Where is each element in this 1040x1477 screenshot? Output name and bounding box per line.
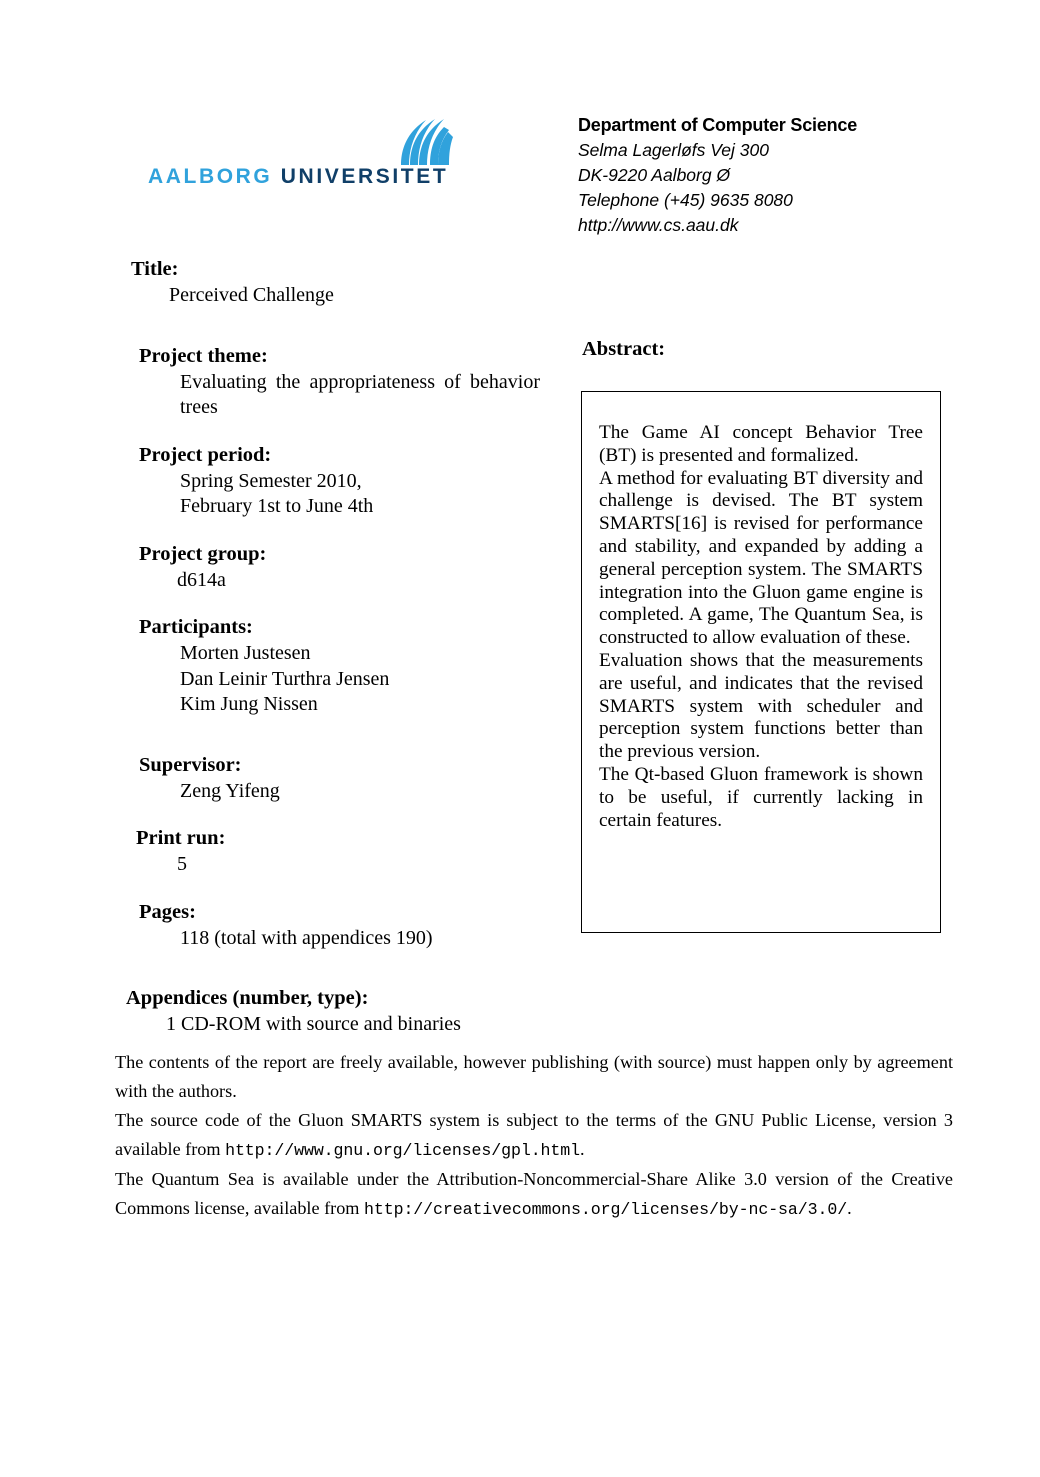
field-project-theme — [0, 342, 545, 421]
aau-wave-mark-icon — [388, 118, 454, 166]
abstract-paragraph: Evaluation shows that the measurements are useful, and indicates that the revised SMARTS system with scheduler and perception system functions better than the previous version. — [599, 649, 923, 763]
field-appendices-label: Appendices (number, type): — [126, 987, 369, 1009]
field-project-group-value: d614a — [177, 568, 226, 591]
footer-cc-suffix: . — [847, 1198, 852, 1218]
footer-paragraph-availability: The contents of the report are freely available, however publishing (with source) must happen only by agreement with the authors. — [115, 1052, 953, 1101]
cc-license-url[interactable]: http://creativecommons.org/licenses/by-nc-sa/3.0/ — [364, 1200, 848, 1219]
license-footer — [115, 1048, 953, 1224]
field-supervisor — [0, 751, 545, 805]
field-project-theme-value: Evaluating the appropriateness of behavior trees — [180, 370, 540, 418]
footer-paragraph-gpl — [115, 1106, 953, 1165]
field-supervisor-value: Zeng Yifeng — [180, 779, 280, 802]
field-participants — [0, 613, 545, 718]
abstract-paragraph: The Game AI concept Behavior Tree (BT) is presented and formalized. — [599, 422, 923, 466]
aau-wordmark — [148, 166, 448, 187]
field-project-period-label: Project period: — [139, 443, 272, 466]
address-telephone: Telephone (+45) 9635 8080 — [578, 190, 793, 210]
logo-text-universitet: UNIVERSITET — [280, 165, 449, 188]
participant-name: Kim Jung Nissen — [180, 693, 318, 715]
field-project-group — [0, 540, 545, 594]
field-project-period — [0, 441, 545, 520]
footer-cc-prefix: The Quantum Sea is available under the Attribution-Noncommercial-Share Alike 3.0 version of the Creative Commons license, available from — [115, 1169, 953, 1218]
address-city: DK-9220 Aalborg Ø — [578, 165, 731, 185]
footer-paragraph-cc — [115, 1165, 953, 1224]
field-title — [0, 255, 545, 309]
field-appendices-value: 1 CD-ROM with source and binaries — [166, 1013, 461, 1035]
footer-gpl-suffix: . — [579, 1139, 585, 1159]
abstract-heading: Abstract: — [582, 338, 666, 360]
field-appendices — [0, 984, 545, 1038]
field-project-period-line2: February 1st to June 4th — [180, 495, 374, 517]
project-details-column — [0, 255, 545, 1038]
abstract-paragraph: A method for evaluating BT diversity and challenge is devised. The BT system SMARTS[16] is revised for performance and stability, and expanded by adding a general perception system. The SMARTS integration into the Gluon game engine is completed. A game, The Quantum Sea, is constructed to allow evaluation of these. — [599, 467, 923, 649]
field-project-group-label: Project group: — [139, 542, 267, 565]
field-pages-label: Pages: — [139, 900, 196, 923]
address-street: Selma Lagerløfs Vej 300 — [578, 140, 769, 160]
field-pages — [0, 898, 545, 952]
footer-gpl-prefix: The source code of the Gluon SMARTS system is subject to the terms of the GNU Public License, version 3 available from — [115, 1110, 953, 1159]
abstract-box — [581, 391, 941, 933]
field-title-value: Perceived Challenge — [169, 284, 334, 306]
field-pages-value: 118 (total with appendices 190) — [180, 926, 433, 949]
abstract-paragraph: The Qt-based Gluon framework is shown to be useful, if currently lacking in certain features. — [599, 763, 923, 831]
logo-text-aalborg: AALBORG — [148, 165, 273, 188]
address-website: http://www.cs.aau.dk — [578, 215, 739, 235]
field-title-label: Title: — [131, 258, 179, 280]
department-address-block — [578, 113, 857, 238]
department-name: Department of Computer Science — [578, 115, 858, 135]
field-print-run-label: Print run: — [136, 827, 226, 849]
gpl-license-url[interactable]: http://www.gnu.org/licenses/gpl.html — [225, 1141, 580, 1160]
field-project-theme-label: Project theme: — [139, 344, 268, 367]
aau-logo — [148, 118, 458, 190]
field-participants-label: Participants: — [139, 616, 253, 638]
field-print-run-value: 5 — [177, 853, 187, 875]
field-project-period-line1: Spring Semester 2010, — [180, 469, 362, 492]
participant-name: Morten Justesen — [180, 642, 311, 664]
field-supervisor-label: Supervisor: — [139, 753, 242, 776]
participant-name: Dan Leinir Turthra Jensen — [180, 667, 390, 690]
field-print-run — [0, 824, 545, 878]
